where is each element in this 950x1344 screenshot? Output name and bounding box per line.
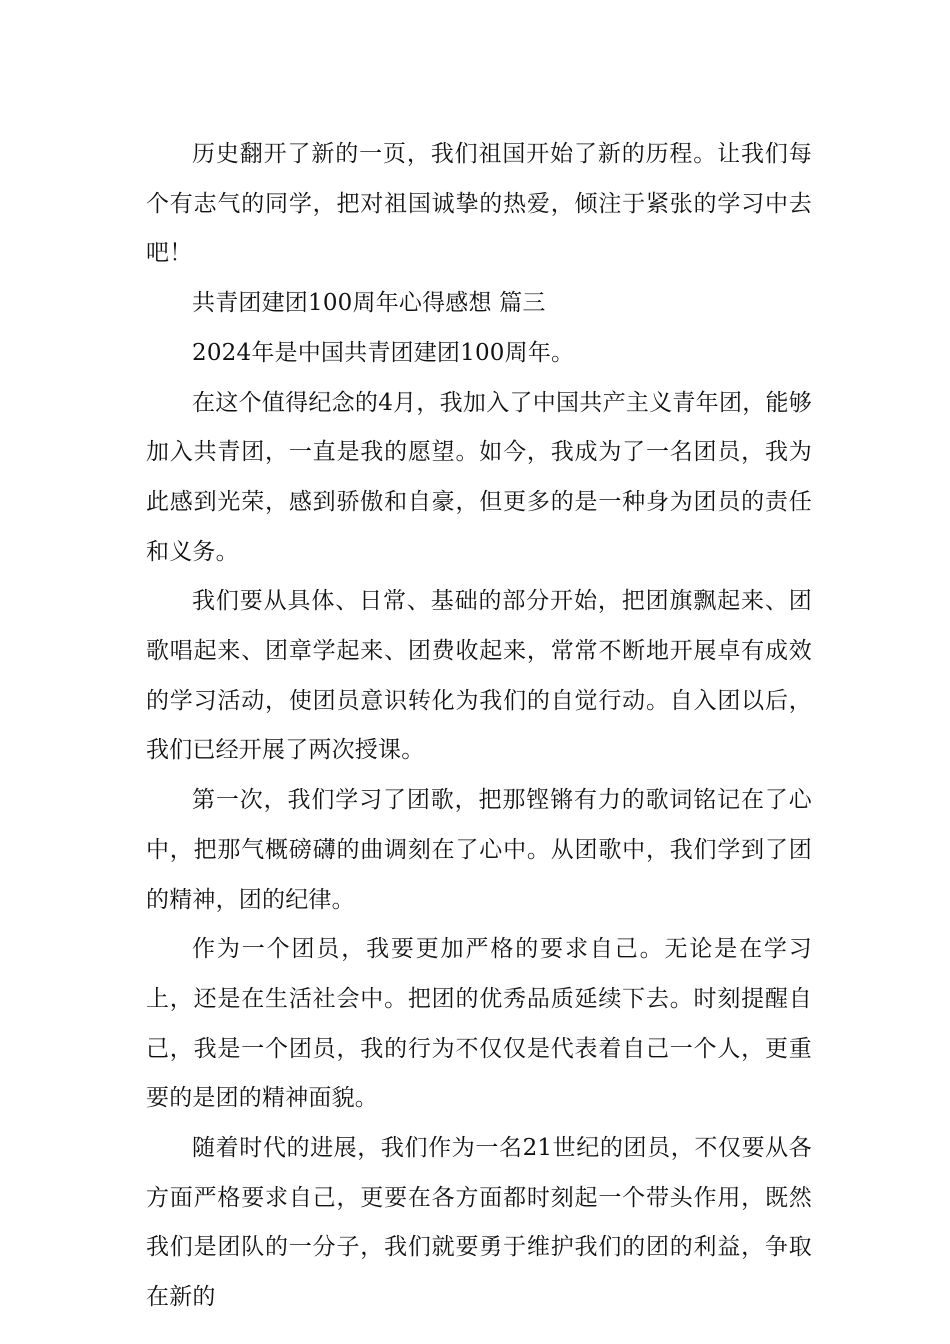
section-heading: 共青团建团100周年心得感想 篇三 bbox=[192, 290, 546, 317]
document-body bbox=[146, 130, 812, 1323]
paragraph-4: 我们要从具体、日常、基础的部分开始，把团旗飘起来、团歌唱起来、团章学起来、团费收起来，常常不断地开展卓有成效的学习活动，使团员意识转化为我们的自觉行动。自入团以后，我们已经开展了两次授课。 bbox=[146, 588, 812, 764]
paragraph-1: 历史翻开了新的一页，我们祖国开始了新的历程。让我们每个有志气的同学，把对祖国诚挚的热爱，倾注于紧张的学习中去吧！ bbox=[146, 141, 812, 267]
paragraph-7: 随着时代的进展，我们作为一名21世纪的团员，不仅要从各方面严格要求自己，更要在各方面都时刻起一个带头作用，既然我们是团队的一分子，我们就要勇于维护我们的团的利益，争取在新的 bbox=[146, 1135, 812, 1311]
paragraph-6: 作为一个团员，我要更加严格的要求自己。无论是在学习上，还是在生活社会中。把团的优秀品质延续下去。时刻提醒自己，我是一个团员，我的行为不仅仅是代表着自己一个人，更重要的是团的精神面貌。 bbox=[146, 936, 812, 1112]
paragraph-3: 在这个值得纪念的4月，我加入了中国共产主义青年团，能够加入共青团，一直是我的愿望。如今，我成为了一名团员，我为此感到光荣，感到骄傲和自豪，但更多的是一种身为团员的责任和义务。 bbox=[146, 389, 812, 565]
paragraph-2: 2024年是中国共青团建团100周年。 bbox=[192, 339, 575, 366]
paragraph-5: 第一次，我们学习了团歌，把那铿锵有力的歌词铭记在了心中，把那气概磅礴的曲调刻在了心中。从团歌中，我们学到了团的精神，团的纪律。 bbox=[146, 787, 812, 913]
